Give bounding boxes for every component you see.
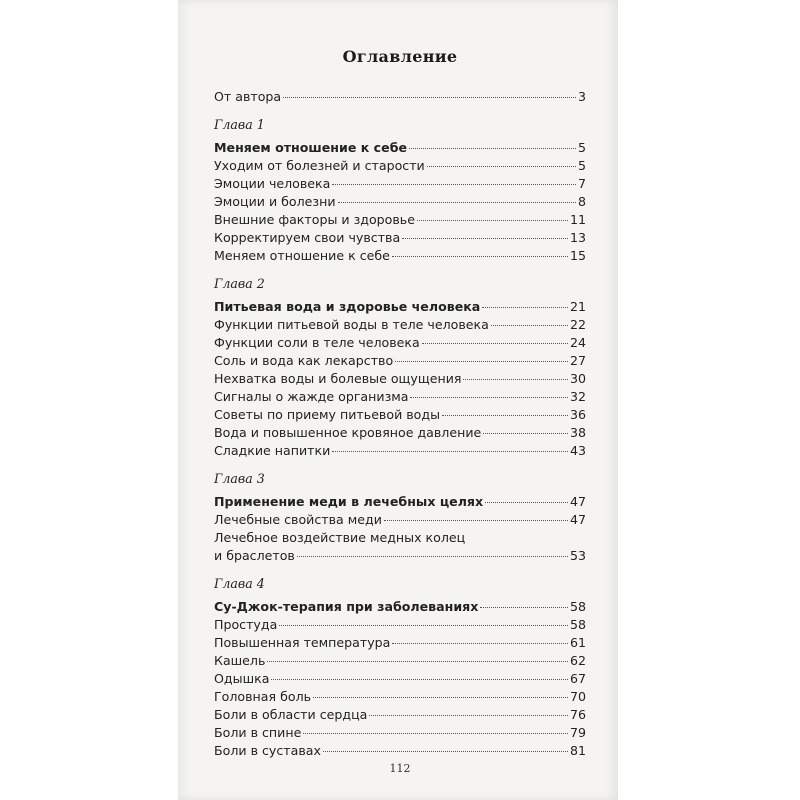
toc-entry-page: 38 bbox=[569, 425, 586, 440]
toc-entry-title: Простуда bbox=[214, 617, 278, 632]
dot-leader bbox=[332, 451, 568, 452]
chapter-heading bbox=[214, 493, 586, 511]
dot-leader bbox=[384, 520, 568, 521]
toc-entry-title: Применение меди в лечебных целях bbox=[214, 494, 484, 509]
dot-leader bbox=[442, 415, 568, 416]
toc-entry bbox=[214, 370, 586, 388]
toc-entry-title-line1: Лечебное воздействие медных колец bbox=[214, 530, 466, 545]
toc-entry bbox=[214, 724, 586, 742]
toc-entry bbox=[214, 652, 586, 670]
toc-entry-title: Уходим от болезней и старости bbox=[214, 158, 425, 173]
chapter-label: Глава 1 bbox=[214, 117, 265, 132]
toc-entry-page: 67 bbox=[569, 671, 586, 686]
dot-leader bbox=[271, 679, 568, 680]
page-number: 112 bbox=[389, 762, 411, 775]
chapter-label: Глава 4 bbox=[214, 576, 265, 591]
toc-entry-page: 62 bbox=[569, 653, 586, 668]
toc-entry-title: Нехватка воды и болевые ощущения bbox=[214, 371, 462, 386]
dot-leader bbox=[483, 433, 568, 434]
toc-entry bbox=[214, 334, 586, 352]
chapter-label: Глава 2 bbox=[214, 276, 265, 291]
toc-entry-title: Меняем отношение к себе bbox=[214, 140, 408, 155]
toc-entry-title: Су-Джок-терапия при заболеваниях bbox=[214, 599, 479, 614]
toc-entry bbox=[214, 352, 586, 370]
toc-entry-page: 8 bbox=[577, 194, 586, 209]
toc-entry bbox=[214, 688, 586, 706]
toc-entry bbox=[214, 442, 586, 460]
toc-entry-page: 27 bbox=[569, 353, 586, 368]
toc-entry-page: 58 bbox=[569, 617, 586, 632]
dot-leader bbox=[427, 166, 576, 167]
toc-entry bbox=[214, 547, 586, 565]
toc-entry-title: Сладкие напитки bbox=[214, 443, 331, 458]
toc-entry-title: От автора bbox=[214, 89, 282, 104]
toc-entry-page: 36 bbox=[569, 407, 586, 422]
toc-entry-page: 81 bbox=[569, 743, 586, 758]
dot-leader bbox=[392, 643, 568, 644]
toc-entry-page: 7 bbox=[577, 176, 586, 191]
dot-leader bbox=[410, 397, 567, 398]
toc-entry-title: Внешние факторы и здоровье bbox=[214, 212, 415, 227]
toc-entry-title: Одышка bbox=[214, 671, 270, 686]
dot-leader bbox=[417, 220, 568, 221]
toc-entry-page: 30 bbox=[569, 371, 586, 386]
toc-entry-page: 76 bbox=[569, 707, 586, 722]
toc-entry-intro bbox=[214, 88, 586, 106]
chapter-heading bbox=[214, 598, 586, 616]
table-of-contents bbox=[214, 88, 586, 760]
dot-leader bbox=[402, 238, 568, 239]
dot-leader bbox=[279, 625, 568, 626]
toc-entry bbox=[214, 157, 586, 175]
dot-leader bbox=[303, 733, 568, 734]
toc-entry-title: Головная боль bbox=[214, 689, 312, 704]
toc-entry-title: Вода и повышенное кровяное давление bbox=[214, 425, 482, 440]
dot-leader bbox=[369, 715, 568, 716]
toc-entry-title: Функции питьевой воды в теле человека bbox=[214, 317, 489, 332]
toc-entry-page: 22 bbox=[569, 317, 586, 332]
toc-entry-page: 70 bbox=[569, 689, 586, 704]
toc-entry-page: 58 bbox=[569, 599, 586, 614]
dot-leader bbox=[491, 325, 568, 326]
dot-leader bbox=[409, 148, 576, 149]
toc-entry-page: 13 bbox=[569, 230, 586, 245]
toc-entry bbox=[214, 706, 586, 724]
toc-entry bbox=[214, 229, 586, 247]
toc-entry bbox=[214, 511, 586, 529]
toc-entry-page: 47 bbox=[569, 494, 586, 509]
toc-entry-title: Советы по приему питьевой воды bbox=[214, 407, 441, 422]
toc-entry-page: 5 bbox=[577, 158, 586, 173]
dot-leader bbox=[392, 256, 568, 257]
dot-leader bbox=[297, 556, 568, 557]
toc-entry-page: 24 bbox=[569, 335, 586, 350]
toc-entry-title: Эмоции человека bbox=[214, 176, 331, 191]
dot-leader bbox=[463, 379, 568, 380]
toc-entry-title-line2: и браслетов bbox=[214, 548, 295, 563]
toc-entry-title: Эмоции и болезни bbox=[214, 194, 336, 209]
toc-entry-page: 53 bbox=[569, 548, 586, 563]
toc-entry bbox=[214, 175, 586, 193]
toc-entry-title: Корректируем свои чувства bbox=[214, 230, 401, 245]
toc-entry bbox=[214, 316, 586, 334]
toc-entry-title: Питьевая вода и здоровье человека bbox=[214, 299, 481, 314]
dot-leader bbox=[338, 202, 576, 203]
toc-entry-page: 47 bbox=[569, 512, 586, 527]
toc-entry bbox=[214, 634, 586, 652]
toc-entry-title: Повышенная температура bbox=[214, 635, 391, 650]
toc-entry-title: Меняем отношение к себе bbox=[214, 248, 390, 263]
dot-leader bbox=[313, 697, 568, 698]
toc-entry-title: Сигналы о жажде организма bbox=[214, 389, 409, 404]
toc-entry-page: 21 bbox=[569, 299, 586, 314]
page-title: Оглавление bbox=[342, 47, 458, 66]
toc-entry-page: 15 bbox=[569, 248, 586, 263]
toc-entry-title: Боли в суставах bbox=[214, 743, 321, 758]
toc-entry bbox=[214, 616, 586, 634]
dot-leader bbox=[395, 361, 568, 362]
dot-leader bbox=[283, 97, 576, 98]
dot-leader bbox=[323, 751, 568, 752]
toc-entry-title: Кашель bbox=[214, 653, 266, 668]
toc-entry bbox=[214, 406, 586, 424]
toc-entry-page: 5 bbox=[577, 140, 586, 155]
toc-entry-page: 61 bbox=[569, 635, 586, 650]
toc-entry-page: 43 bbox=[569, 443, 586, 458]
toc-entry-title: Лечебные свойства меди bbox=[214, 512, 382, 527]
toc-entry-title: Боли в спине bbox=[214, 725, 302, 740]
dot-leader bbox=[482, 307, 568, 308]
toc-entry-title: Соль и вода как лекарство bbox=[214, 353, 394, 368]
toc-entry-page: 32 bbox=[569, 389, 586, 404]
toc-entry bbox=[214, 424, 586, 442]
toc-entry bbox=[214, 388, 586, 406]
chapter-label: Глава 3 bbox=[214, 471, 265, 486]
chapter-heading bbox=[214, 298, 586, 316]
toc-entry-page: 79 bbox=[569, 725, 586, 740]
toc-entry bbox=[214, 742, 586, 760]
toc-entry-page: 11 bbox=[569, 212, 586, 227]
dot-leader bbox=[485, 502, 568, 503]
dot-leader bbox=[422, 343, 568, 344]
dot-leader bbox=[267, 661, 568, 662]
toc-entry-title: Боли в области сердца bbox=[214, 707, 368, 722]
toc-entry bbox=[214, 211, 586, 229]
toc-entry bbox=[214, 193, 586, 211]
dot-leader bbox=[480, 607, 568, 608]
toc-entry-title: Функции соли в теле человека bbox=[214, 335, 420, 350]
toc-entry bbox=[214, 670, 586, 688]
chapter-heading bbox=[214, 139, 586, 157]
toc-entry bbox=[214, 247, 586, 265]
dot-leader bbox=[332, 184, 576, 185]
toc-entry-page: 3 bbox=[577, 89, 586, 104]
